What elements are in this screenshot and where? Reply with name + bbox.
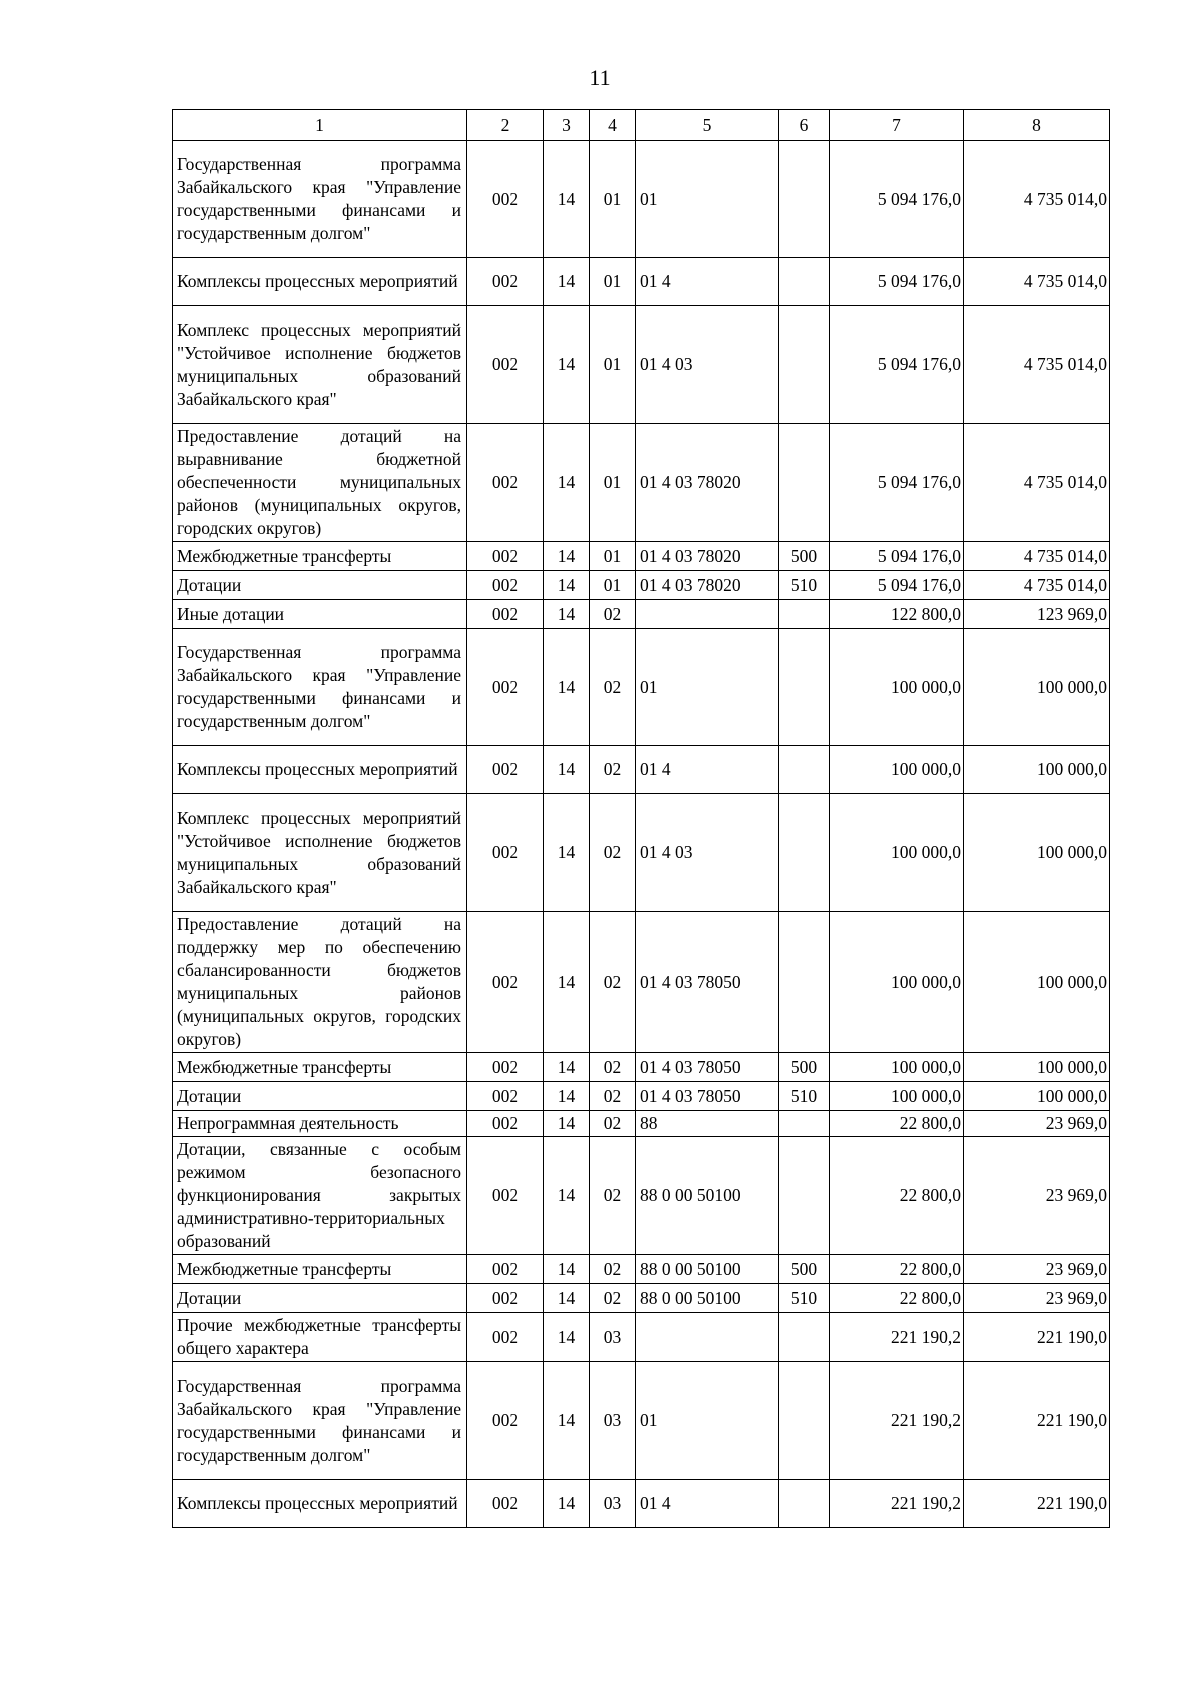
code-cell-6 xyxy=(779,912,830,1053)
item-name-cell: Дотации xyxy=(173,1284,467,1313)
table-row xyxy=(173,1313,1110,1362)
code-cell-6 xyxy=(779,794,830,912)
code-cell-6: 510 xyxy=(779,1082,830,1111)
code-cell-2: 002 xyxy=(467,1313,544,1362)
table-row xyxy=(173,912,1110,1053)
table-row xyxy=(173,629,1110,746)
code-cell-6 xyxy=(779,1137,830,1255)
table-row xyxy=(173,542,1110,571)
table-row xyxy=(173,1137,1110,1255)
code-cell-5: 88 0 00 50100 xyxy=(636,1284,779,1313)
code-cell-4: 02 xyxy=(590,1053,636,1082)
item-name-cell: Прочие межбюджетные трансферты общего характера xyxy=(173,1313,467,1362)
code-cell-4: 02 xyxy=(590,600,636,629)
amount-cell-8: 23 969,0 xyxy=(964,1137,1110,1255)
amount-cell-8: 221 190,0 xyxy=(964,1313,1110,1362)
code-cell-5: 01 xyxy=(636,1362,779,1480)
table-row xyxy=(173,1362,1110,1480)
code-cell-4: 03 xyxy=(590,1313,636,1362)
amount-cell-7: 5 094 176,0 xyxy=(830,542,964,571)
table-body xyxy=(173,110,1110,1528)
code-cell-3: 14 xyxy=(544,1111,590,1137)
code-cell-3: 14 xyxy=(544,424,590,542)
amount-cell-8: 23 969,0 xyxy=(964,1255,1110,1284)
code-cell-5 xyxy=(636,1313,779,1362)
item-name-cell: Предоставление дотаций на поддержку мер по обеспечению сбалансированности бюджетов муниципальных районов (муниципальных округов, городских округов) xyxy=(173,912,467,1053)
code-cell-5: 01 4 03 78050 xyxy=(636,912,779,1053)
code-cell-6 xyxy=(779,258,830,306)
code-cell-2: 002 xyxy=(467,141,544,258)
code-cell-3: 14 xyxy=(544,306,590,424)
code-cell-4: 01 xyxy=(590,306,636,424)
code-cell-3: 14 xyxy=(544,1053,590,1082)
code-cell-2: 002 xyxy=(467,1053,544,1082)
code-cell-3: 14 xyxy=(544,794,590,912)
code-cell-4: 02 xyxy=(590,912,636,1053)
item-name-cell: Государственная программа Забайкальского края "Управление государственными финансами и государственным долгом" xyxy=(173,141,467,258)
code-cell-2: 002 xyxy=(467,1137,544,1255)
header-cell-1: 1 xyxy=(173,110,467,141)
code-cell-2: 002 xyxy=(467,629,544,746)
page-number: 11 xyxy=(589,65,611,90)
amount-cell-8: 4 735 014,0 xyxy=(964,141,1110,258)
code-cell-3: 14 xyxy=(544,258,590,306)
code-cell-4: 01 xyxy=(590,258,636,306)
code-cell-3: 14 xyxy=(544,1284,590,1313)
code-cell-4: 02 xyxy=(590,1255,636,1284)
amount-cell-7: 100 000,0 xyxy=(830,794,964,912)
header-cell-7: 7 xyxy=(830,110,964,141)
amount-cell-7: 100 000,0 xyxy=(830,629,964,746)
table-row xyxy=(173,1082,1110,1111)
code-cell-5: 01 xyxy=(636,629,779,746)
code-cell-3: 14 xyxy=(544,542,590,571)
code-cell-6 xyxy=(779,1480,830,1528)
table-row xyxy=(173,141,1110,258)
amount-cell-7: 5 094 176,0 xyxy=(830,141,964,258)
table-row xyxy=(173,424,1110,542)
code-cell-5: 01 4 xyxy=(636,258,779,306)
amount-cell-8: 4 735 014,0 xyxy=(964,571,1110,600)
code-cell-3: 14 xyxy=(544,141,590,258)
code-cell-4: 02 xyxy=(590,1111,636,1137)
code-cell-6: 510 xyxy=(779,571,830,600)
header-row xyxy=(173,110,1110,141)
amount-cell-7: 100 000,0 xyxy=(830,1053,964,1082)
code-cell-3: 14 xyxy=(544,1082,590,1111)
table-row xyxy=(173,1053,1110,1082)
item-name-cell: Комплексы процессных мероприятий xyxy=(173,258,467,306)
code-cell-6 xyxy=(779,1313,830,1362)
header-cell-4: 4 xyxy=(590,110,636,141)
amount-cell-8: 100 000,0 xyxy=(964,629,1110,746)
table-row xyxy=(173,746,1110,794)
code-cell-6 xyxy=(779,306,830,424)
code-cell-6: 510 xyxy=(779,1284,830,1313)
item-name-cell: Дотации xyxy=(173,571,467,600)
code-cell-4: 01 xyxy=(590,571,636,600)
amount-cell-8: 23 969,0 xyxy=(964,1284,1110,1313)
code-cell-2: 002 xyxy=(467,1284,544,1313)
table-row xyxy=(173,1284,1110,1313)
header-cell-3: 3 xyxy=(544,110,590,141)
amount-cell-8: 4 735 014,0 xyxy=(964,542,1110,571)
amount-cell-7: 5 094 176,0 xyxy=(830,306,964,424)
amount-cell-7: 100 000,0 xyxy=(830,912,964,1053)
code-cell-3: 14 xyxy=(544,571,590,600)
amount-cell-7: 221 190,2 xyxy=(830,1480,964,1528)
item-name-cell: Дотации xyxy=(173,1082,467,1111)
code-cell-2: 002 xyxy=(467,424,544,542)
item-name-cell: Дотации, связанные с особым режимом безопасного функционирования закрытых административно-территориальных образований xyxy=(173,1137,467,1255)
code-cell-2: 002 xyxy=(467,794,544,912)
item-name-cell: Межбюджетные трансферты xyxy=(173,1053,467,1082)
code-cell-3: 14 xyxy=(544,1137,590,1255)
code-cell-4: 02 xyxy=(590,746,636,794)
amount-cell-8: 100 000,0 xyxy=(964,1053,1110,1082)
item-name-cell: Комплекс процессных мероприятий "Устойчивое исполнение бюджетов муниципальных образований Забайкальского края" xyxy=(173,794,467,912)
amount-cell-8: 123 969,0 xyxy=(964,600,1110,629)
amount-cell-7: 221 190,2 xyxy=(830,1313,964,1362)
code-cell-5: 01 4 03 78050 xyxy=(636,1053,779,1082)
item-name-cell: Комплексы процессных мероприятий xyxy=(173,746,467,794)
code-cell-6 xyxy=(779,424,830,542)
item-name-cell: Межбюджетные трансферты xyxy=(173,1255,467,1284)
budget-table xyxy=(172,109,1110,1528)
item-name-cell: Государственная программа Забайкальского края "Управление государственными финансами и государственным долгом" xyxy=(173,629,467,746)
code-cell-5: 88 0 00 50100 xyxy=(636,1137,779,1255)
amount-cell-7: 22 800,0 xyxy=(830,1255,964,1284)
table-row xyxy=(173,306,1110,424)
code-cell-5: 01 4 03 78050 xyxy=(636,1082,779,1111)
code-cell-2: 002 xyxy=(467,1255,544,1284)
item-name-cell: Предоставление дотаций на выравнивание бюджетной обеспеченности муниципальных районов (муниципальных округов, городских округов) xyxy=(173,424,467,542)
header-cell-6: 6 xyxy=(779,110,830,141)
code-cell-5: 01 4 xyxy=(636,746,779,794)
table-row xyxy=(173,1111,1110,1137)
item-name-cell: Комплексы процессных мероприятий xyxy=(173,1480,467,1528)
code-cell-4: 03 xyxy=(590,1480,636,1528)
code-cell-2: 002 xyxy=(467,1082,544,1111)
code-cell-4: 01 xyxy=(590,542,636,571)
code-cell-6: 500 xyxy=(779,542,830,571)
code-cell-3: 14 xyxy=(544,912,590,1053)
code-cell-4: 03 xyxy=(590,1362,636,1480)
code-cell-5: 01 4 03 xyxy=(636,794,779,912)
code-cell-4: 01 xyxy=(590,424,636,542)
code-cell-4: 02 xyxy=(590,1082,636,1111)
table-row xyxy=(173,258,1110,306)
item-name-cell: Иные дотации xyxy=(173,600,467,629)
code-cell-6: 500 xyxy=(779,1255,830,1284)
code-cell-2: 002 xyxy=(467,306,544,424)
code-cell-6 xyxy=(779,141,830,258)
code-cell-2: 002 xyxy=(467,1111,544,1137)
amount-cell-7: 22 800,0 xyxy=(830,1284,964,1313)
amount-cell-7: 5 094 176,0 xyxy=(830,424,964,542)
amount-cell-7: 22 800,0 xyxy=(830,1111,964,1137)
amount-cell-7: 100 000,0 xyxy=(830,746,964,794)
code-cell-3: 14 xyxy=(544,629,590,746)
code-cell-3: 14 xyxy=(544,600,590,629)
code-cell-5: 01 4 03 78020 xyxy=(636,424,779,542)
table-row xyxy=(173,600,1110,629)
amount-cell-7: 122 800,0 xyxy=(830,600,964,629)
code-cell-5: 88 0 00 50100 xyxy=(636,1255,779,1284)
code-cell-5: 01 xyxy=(636,141,779,258)
amount-cell-8: 100 000,0 xyxy=(964,912,1110,1053)
amount-cell-7: 221 190,2 xyxy=(830,1362,964,1480)
code-cell-6 xyxy=(779,600,830,629)
code-cell-4: 02 xyxy=(590,794,636,912)
amount-cell-8: 4 735 014,0 xyxy=(964,424,1110,542)
code-cell-2: 002 xyxy=(467,746,544,794)
header-cell-5: 5 xyxy=(636,110,779,141)
code-cell-2: 002 xyxy=(467,600,544,629)
code-cell-6 xyxy=(779,1111,830,1137)
amount-cell-7: 5 094 176,0 xyxy=(830,571,964,600)
code-cell-5: 88 xyxy=(636,1111,779,1137)
code-cell-6: 500 xyxy=(779,1053,830,1082)
code-cell-5: 01 4 xyxy=(636,1480,779,1528)
amount-cell-8: 4 735 014,0 xyxy=(964,258,1110,306)
table-row xyxy=(173,794,1110,912)
item-name-cell: Комплекс процессных мероприятий "Устойчивое исполнение бюджетов муниципальных образований Забайкальского края" xyxy=(173,306,467,424)
code-cell-2: 002 xyxy=(467,542,544,571)
code-cell-4: 02 xyxy=(590,629,636,746)
amount-cell-8: 100 000,0 xyxy=(964,746,1110,794)
code-cell-3: 14 xyxy=(544,746,590,794)
code-cell-3: 14 xyxy=(544,1313,590,1362)
code-cell-6 xyxy=(779,1362,830,1480)
amount-cell-7: 5 094 176,0 xyxy=(830,258,964,306)
header-cell-8: 8 xyxy=(964,110,1110,141)
code-cell-2: 002 xyxy=(467,1362,544,1480)
header-cell-2: 2 xyxy=(467,110,544,141)
amount-cell-7: 22 800,0 xyxy=(830,1137,964,1255)
code-cell-2: 002 xyxy=(467,258,544,306)
table-row xyxy=(173,1255,1110,1284)
code-cell-5: 01 4 03 78020 xyxy=(636,542,779,571)
amount-cell-8: 221 190,0 xyxy=(964,1480,1110,1528)
code-cell-3: 14 xyxy=(544,1255,590,1284)
code-cell-6 xyxy=(779,746,830,794)
amount-cell-8: 221 190,0 xyxy=(964,1362,1110,1480)
code-cell-2: 002 xyxy=(467,571,544,600)
code-cell-3: 14 xyxy=(544,1480,590,1528)
table-row xyxy=(173,571,1110,600)
amount-cell-8: 100 000,0 xyxy=(964,794,1110,912)
item-name-cell: Государственная программа Забайкальского края "Управление государственными финансами и государственным долгом" xyxy=(173,1362,467,1480)
item-name-cell: Межбюджетные трансферты xyxy=(173,542,467,571)
code-cell-5: 01 4 03 78020 xyxy=(636,571,779,600)
code-cell-2: 002 xyxy=(467,1480,544,1528)
code-cell-4: 02 xyxy=(590,1137,636,1255)
code-cell-5 xyxy=(636,600,779,629)
item-name-cell: Непрограммная деятельность xyxy=(173,1111,467,1137)
code-cell-3: 14 xyxy=(544,1362,590,1480)
code-cell-4: 01 xyxy=(590,141,636,258)
code-cell-4: 02 xyxy=(590,1284,636,1313)
amount-cell-7: 100 000,0 xyxy=(830,1082,964,1111)
code-cell-5: 01 4 03 xyxy=(636,306,779,424)
amount-cell-8: 23 969,0 xyxy=(964,1111,1110,1137)
amount-cell-8: 100 000,0 xyxy=(964,1082,1110,1111)
code-cell-6 xyxy=(779,629,830,746)
code-cell-2: 002 xyxy=(467,912,544,1053)
table-row xyxy=(173,1480,1110,1528)
amount-cell-8: 4 735 014,0 xyxy=(964,306,1110,424)
